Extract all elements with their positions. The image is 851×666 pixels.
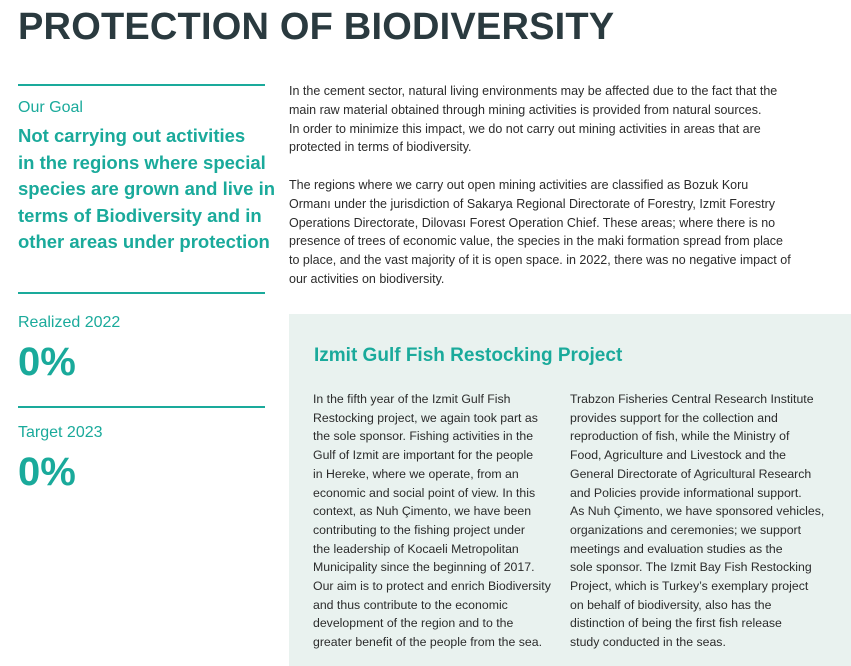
project-line: Trabzon Fisheries Central Research Institute — [570, 392, 814, 406]
intro-line: Ormanı under the jurisdiction of Sakarya Regional Directorate of Forestry, Izmit Forestry — [289, 196, 776, 211]
project-line: meetings and evaluation studies as the — [570, 541, 783, 556]
project-line: provides support for the collection and — [570, 410, 778, 425]
project-line: on behalf of biodiversity, also has the — [570, 597, 772, 612]
divider — [18, 84, 265, 86]
intro-line: In the cement sector, natural living environments may be affected due to the fact that the — [289, 84, 778, 98]
project-line: reproduction of fish, while the Ministry of — [570, 429, 790, 444]
target-label: Target 2023 — [18, 424, 103, 441]
goal-line: species are grown and live in — [18, 178, 276, 199]
goal-line: in the regions where special — [18, 151, 266, 173]
project-line: Food, Agriculture and Livestock and the — [570, 448, 787, 463]
project-line: In the fifth year of the Izmit Gulf Fish — [313, 392, 511, 406]
intro-line: to place, and the vast majority of it is open space. in 2022, there was no negative impact of — [289, 253, 791, 268]
paragraph-gap — [289, 157, 829, 176]
goal-line: terms of Biodiversity and in — [18, 204, 262, 226]
project-line: sole sponsor. The Izmit Bay Fish Restocking — [570, 560, 812, 575]
page-title: PROTECTION OF BIODIVERSITY — [18, 6, 615, 48]
intro-text — [289, 82, 829, 289]
realized-value: 0% — [18, 340, 76, 384]
intro-line: protected in terms of biodiversity. — [289, 140, 472, 155]
intro-line: In order to minimize this impact, we do not carry out mining activities in areas that are — [289, 121, 761, 136]
project-line: Restocking project, we again took part as — [313, 410, 538, 425]
project-line: the sole sponsor. Fishing activities in the — [313, 429, 534, 444]
project-line: development of the region and to the — [313, 616, 514, 631]
project-line: in Hereke, where we operate, from an — [313, 466, 519, 481]
goal-label: Our Goal — [18, 99, 83, 116]
project-line: General Directorate of Agricultural Research — [570, 466, 812, 481]
intro-line: main raw material obtained through mining activities is provided from natural sources. — [289, 102, 762, 117]
project-line: and thus contribute to the economic — [313, 597, 508, 612]
project-line: study conducted in the seas. — [570, 635, 726, 650]
project-line: organizations and ceremonies; we support — [570, 522, 802, 537]
project-line: Project, which is Turkey’s exemplary project — [570, 579, 809, 594]
project-line: distinction of being the first fish release — [570, 616, 782, 631]
realized-label: Realized 2022 — [18, 314, 121, 331]
divider — [18, 292, 265, 294]
project-line: greater benefit of the people from the sea. — [313, 635, 543, 650]
project-panel — [289, 314, 851, 666]
goal-statement — [18, 123, 280, 256]
project-line: As Nuh Çimento, we have sponsored vehicles, — [570, 504, 825, 519]
intro-line: our activities on biodiversity. — [289, 271, 445, 286]
project-line: contributing to the fishing project under — [313, 522, 525, 537]
project-line: the leadership of Kocaeli Metropolitan — [313, 541, 519, 556]
project-text-left — [313, 390, 551, 652]
intro-line: Operations Directorate, Dilovası Forest Operation Chief. These areas; where there is no — [289, 215, 776, 230]
project-line: Municipality since the beginning of 2017. — [313, 560, 535, 575]
intro-line: The regions where we carry out open mining activities are classified as Bozuk Koru — [289, 177, 749, 192]
project-line: Our aim is to protect and enrich Biodiversity — [313, 579, 551, 594]
goal-line: other areas under protection — [18, 231, 270, 252]
target-value: 0% — [18, 450, 76, 494]
project-line: economic and social point of view. In this — [313, 485, 536, 500]
project-line: Gulf of Izmit are important for the people — [313, 448, 534, 463]
project-line: context, as Nuh Çimento, we have been — [313, 504, 532, 519]
project-line: and Policies provide informational support. — [570, 485, 802, 500]
project-title: Izmit Gulf Fish Restocking Project — [314, 345, 623, 366]
divider — [18, 406, 265, 408]
project-text-right — [570, 390, 824, 652]
intro-line: presence of trees of economic value, the species in the maki formation spread from place — [289, 234, 784, 249]
goal-line: Not carrying out activities — [18, 125, 246, 146]
